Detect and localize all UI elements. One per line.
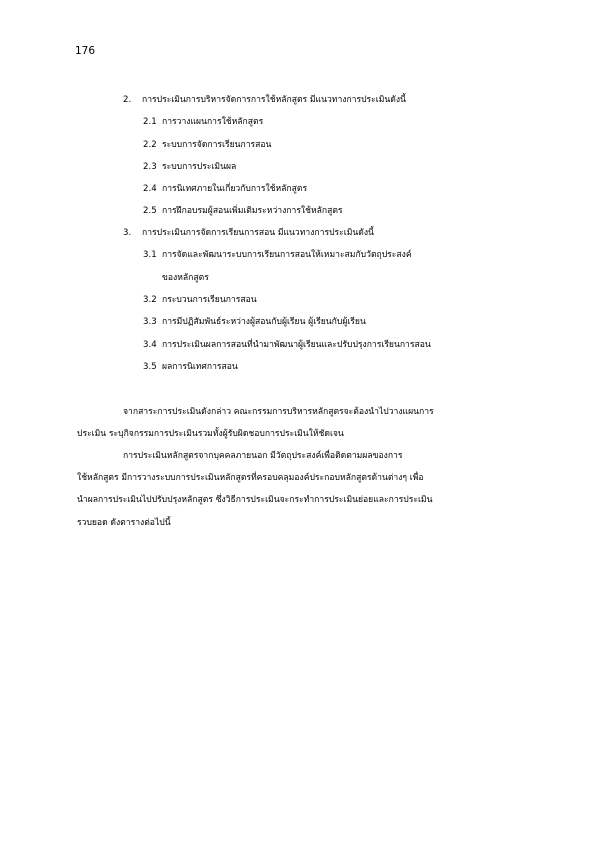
- item-number: 3.4: [143, 340, 157, 350]
- paragraph-line: ประเมิน ระบุกิจกรรมการประเมินรวมทั้งผู้รับผิดชอบการประเมินให้ชัดเจน: [77, 429, 344, 439]
- item-number: 3.2: [143, 295, 157, 305]
- item-text: กระบวนการเรียนการสอน: [162, 295, 257, 305]
- item-text: การฝึกอบรมผู้สอนเพิ่มเติมระหว่างการใช้หลักสูตร: [162, 206, 343, 216]
- list-item: [143, 363, 238, 372]
- paragraph-line: จากสาระการประเมินดังกล่าว คณะกรรมการบริหารหลักสูตรจะต้องนำไปวางแผนการ: [123, 407, 434, 417]
- page-number: 176: [75, 45, 96, 57]
- paragraph-line: นำผลการประเมินไปปรับปรุงหลักสูตร ซึ่งวิธีการประเมินจะกระทำการประเมินย่อยและการประเมิน: [77, 495, 433, 505]
- item-number: 2.1: [143, 117, 157, 127]
- item-text: การประเมินการจัดการเรียนการสอน มีแนวทางการประเมินดังนี้: [142, 228, 374, 238]
- list-item: [143, 296, 257, 305]
- list-item: [143, 185, 307, 194]
- list-item: [123, 229, 374, 238]
- item-text: การจัดและพัฒนาระบบการเรียนการสอนให้เหมาะสมกับวัตถุประสงค์: [162, 250, 412, 260]
- item-text: ระบบการประเมินผล: [162, 162, 237, 172]
- list-item: [143, 118, 263, 127]
- list-item-continuation: [162, 274, 209, 283]
- item-number: 2.2: [143, 140, 157, 150]
- item-text: การวางแผนการใช้หลักสูตร: [162, 117, 264, 127]
- item-number: 3.: [123, 228, 132, 238]
- item-number: 3.1: [143, 250, 157, 260]
- item-number: 3.3: [143, 317, 157, 327]
- item-number: 2.: [123, 95, 132, 105]
- list-item: [143, 163, 236, 172]
- paragraph-line: รวบยอด ดังตารางต่อไปนี้: [77, 518, 171, 528]
- list-item: [143, 318, 366, 327]
- item-number: 2.5: [143, 206, 157, 216]
- item-number: 2.3: [143, 162, 157, 172]
- item-text: ระบบการจัดการเรียนการสอน: [162, 140, 272, 150]
- item-text: การประเมินผลการสอนที่นำมาพัฒนาผู้เรียนและปรับปรุงการเรียนการสอน: [162, 340, 431, 350]
- item-text: ของหลักสูตร: [162, 273, 209, 283]
- paragraph-line: การประเมินหลักสูตรจากบุคคลภายนอก มีวัตถุประสงค์เพื่อติดตามผลของการ: [123, 451, 403, 461]
- paragraph-line: ใช้หลักสูตร มีการวางระบบการประเมินหลักสูตรที่ครอบคลุมองค์ประกอบหลักสูตรด้านต่างๆ เพื่อ: [77, 473, 424, 483]
- list-item: [123, 96, 406, 105]
- list-item: [143, 207, 343, 216]
- item-text: การนิเทศภายในเกี่ยวกับการใช้หลักสูตร: [162, 184, 308, 194]
- item-text: การประเมินการบริหารจัดการการใช้หลักสูตร มีแนวทางการประเมินดังนี้: [142, 95, 406, 105]
- item-number: 3.5: [143, 362, 157, 372]
- item-text: ผลการนิเทศการสอน: [162, 362, 238, 372]
- list-item: [143, 341, 431, 350]
- item-text: การมีปฏิสัมพันธ์ระหว่างผู้สอนกับผู้เรียน ผู้เรียนกับผู้เรียน: [162, 317, 366, 327]
- list-item: [143, 251, 412, 260]
- item-number: 2.4: [143, 184, 157, 194]
- list-item: [143, 141, 271, 150]
